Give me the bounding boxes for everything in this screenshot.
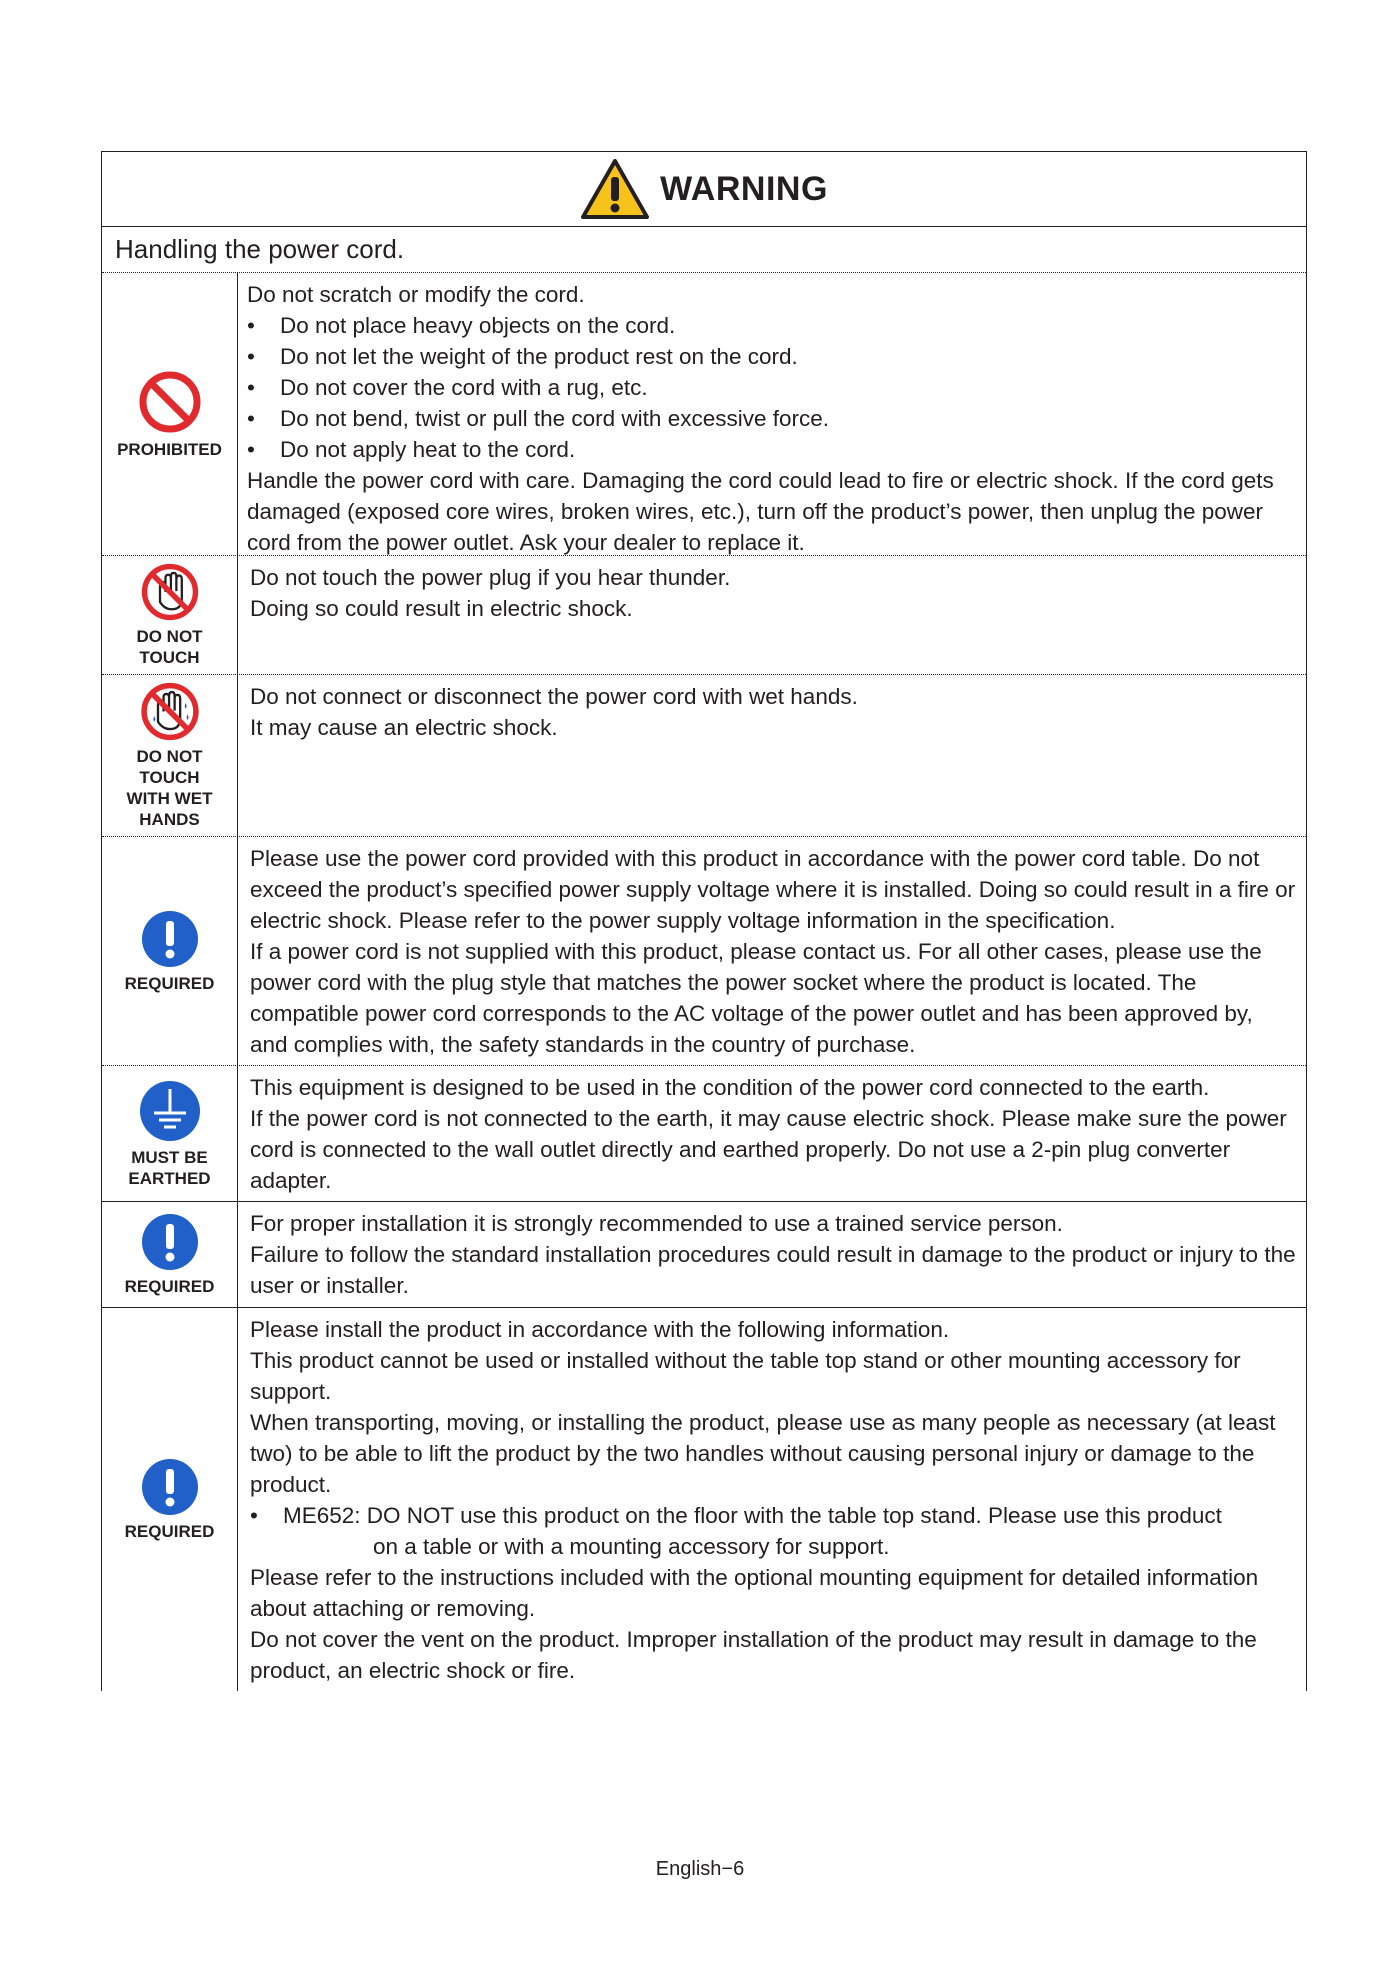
required-mount-icon-cell bbox=[102, 1308, 238, 1691]
required-cord-row bbox=[102, 837, 1306, 1066]
warning-header bbox=[102, 152, 1306, 227]
do-not-touch-icon bbox=[137, 562, 203, 622]
prohibited-icon bbox=[137, 369, 203, 435]
wet-hands-row bbox=[102, 675, 1306, 837]
required-mount-text bbox=[238, 1308, 1306, 1691]
required-mount-line: This product cannot be used or installed without the table top stand or other mounting accessory for support. bbox=[250, 1348, 1241, 1404]
do-not-touch-label: DO NOT TOUCH bbox=[136, 627, 203, 667]
must-be-earthed-icon bbox=[138, 1079, 202, 1143]
prohibited-bullet: • Do not let the weight of the product rest on the cord. bbox=[247, 344, 798, 369]
required-install-line: For proper installation it is strongly recommended to use a trained service person. bbox=[250, 1211, 1063, 1236]
earthed-line: If the power cord is not connected to the earth, it may cause electric shock. Please make sure the power cord is connected to the wall outlet directly and earthed properly. Do not use a 2-pin plug converter adapter. bbox=[250, 1106, 1287, 1193]
prohibited-icon-cell bbox=[102, 273, 238, 555]
page-number: English−6 bbox=[655, 1858, 745, 1880]
required-icon bbox=[140, 1457, 200, 1517]
earthed-text bbox=[238, 1066, 1306, 1201]
do-not-touch-line: Do not touch the power plug if you hear thunder. bbox=[250, 565, 731, 590]
required-mount-line: Please refer to the instructions included with the optional mounting equipment for detailed information about attaching or removing. bbox=[250, 1565, 1259, 1621]
required-icon bbox=[140, 909, 200, 969]
earthed-row bbox=[102, 1066, 1306, 1202]
prohibited-row bbox=[102, 273, 1306, 556]
required-install-text bbox=[238, 1202, 1306, 1307]
required-cord-text bbox=[238, 837, 1306, 1065]
warning-triangle-icon bbox=[580, 158, 650, 220]
required-mount-line: Do not cover the vent on the product. Improper installation of the product may result in damage to the product, an electric shock or fire. bbox=[250, 1627, 1257, 1683]
required-label: REQUIRED bbox=[124, 1277, 215, 1296]
prohibited-bullet: • Do not cover the cord with a rug, etc. bbox=[247, 375, 648, 400]
prohibited-text bbox=[238, 273, 1306, 555]
earthed-icon-cell bbox=[102, 1066, 238, 1201]
required-icon bbox=[140, 1212, 200, 1272]
wet-hands-line: It may cause an electric shock. bbox=[250, 715, 558, 740]
do-not-touch-row bbox=[102, 556, 1306, 675]
earthed-line: This equipment is designed to be used in the condition of the power cord connected to the earth. bbox=[250, 1075, 1210, 1100]
required-mount-line: Please install the product in accordance with the following information. bbox=[250, 1317, 950, 1342]
do-not-touch-wet-hands-icon bbox=[137, 681, 203, 742]
wet-hands-icon-cell bbox=[102, 675, 238, 836]
wet-hands-line: Do not connect or disconnect the power cord with wet hands. bbox=[250, 684, 858, 709]
warning-title: WARNING bbox=[660, 169, 828, 208]
prohibited-body: Handle the power cord with care. Damaging the cord could lead to fire or electric shock. If the cord gets damaged (exposed core wires, broken wires, etc.), turn off the product’s power, then unplug the power cord from the power outlet. Ask your dealer to replace it. bbox=[247, 468, 1274, 555]
warning-table bbox=[101, 151, 1307, 1691]
required-cord-icon-cell bbox=[102, 837, 238, 1065]
do-not-touch-text bbox=[238, 556, 1306, 674]
required-mount-row bbox=[102, 1308, 1306, 1691]
do-not-touch-icon-cell bbox=[102, 556, 238, 674]
prohibited-label: PROHIBITED bbox=[117, 439, 222, 459]
earthed-label: MUST BE EARTHED bbox=[128, 1147, 211, 1188]
required-install-row bbox=[102, 1202, 1306, 1308]
section-title: Handling the power cord. bbox=[102, 227, 1306, 273]
wet-hands-label: DO NOT TOUCH WITH WET HANDS bbox=[126, 747, 213, 829]
prohibited-bullet: • Do not bend, twist or pull the cord with excessive force. bbox=[247, 406, 830, 431]
required-cord-line: If a power cord is not supplied with this product, please contact us. For all other cases, please use the power cord with the plug style that matches the power socket where the product is located. The compatible power cord corresponds to the AC voltage of the power outlet and has been approved by, and complies with, the safety standards in the country of purchase. bbox=[250, 939, 1262, 1057]
required-install-line: Failure to follow the standard installation procedures could result in damage to the product or injury to the user or installer. bbox=[250, 1242, 1296, 1298]
me652-bullet-continuation: on a table or with a mounting accessory for support. bbox=[373, 1534, 890, 1559]
me652-bullet: • ME652: DO NOT use this product on the floor with the table top stand. Please use this product bbox=[250, 1503, 1222, 1528]
required-label: REQUIRED bbox=[124, 1522, 215, 1541]
required-label: REQUIRED bbox=[124, 973, 215, 993]
wet-hands-text bbox=[238, 675, 1306, 836]
prohibited-bullet: • Do not apply heat to the cord. bbox=[247, 437, 576, 462]
required-install-icon-cell bbox=[102, 1202, 238, 1307]
required-cord-line: Please use the power cord provided with this product in accordance with the power cord table. Do not exceed the product’s specified power supply voltage where it is installed. Doing so could result in a fire or electric shock. Please refer to the power supply voltage information in the specification. bbox=[250, 846, 1296, 933]
required-mount-line: When transporting, moving, or installing the product, please use as many people as necessary (at least two) to be able to lift the product by the two handles without causing personal injury or damage to the product. bbox=[250, 1410, 1276, 1497]
prohibited-intro: Do not scratch or modify the cord. bbox=[247, 282, 585, 307]
prohibited-bullet: • Do not place heavy objects on the cord. bbox=[247, 313, 676, 338]
do-not-touch-line: Doing so could result in electric shock. bbox=[250, 596, 633, 621]
